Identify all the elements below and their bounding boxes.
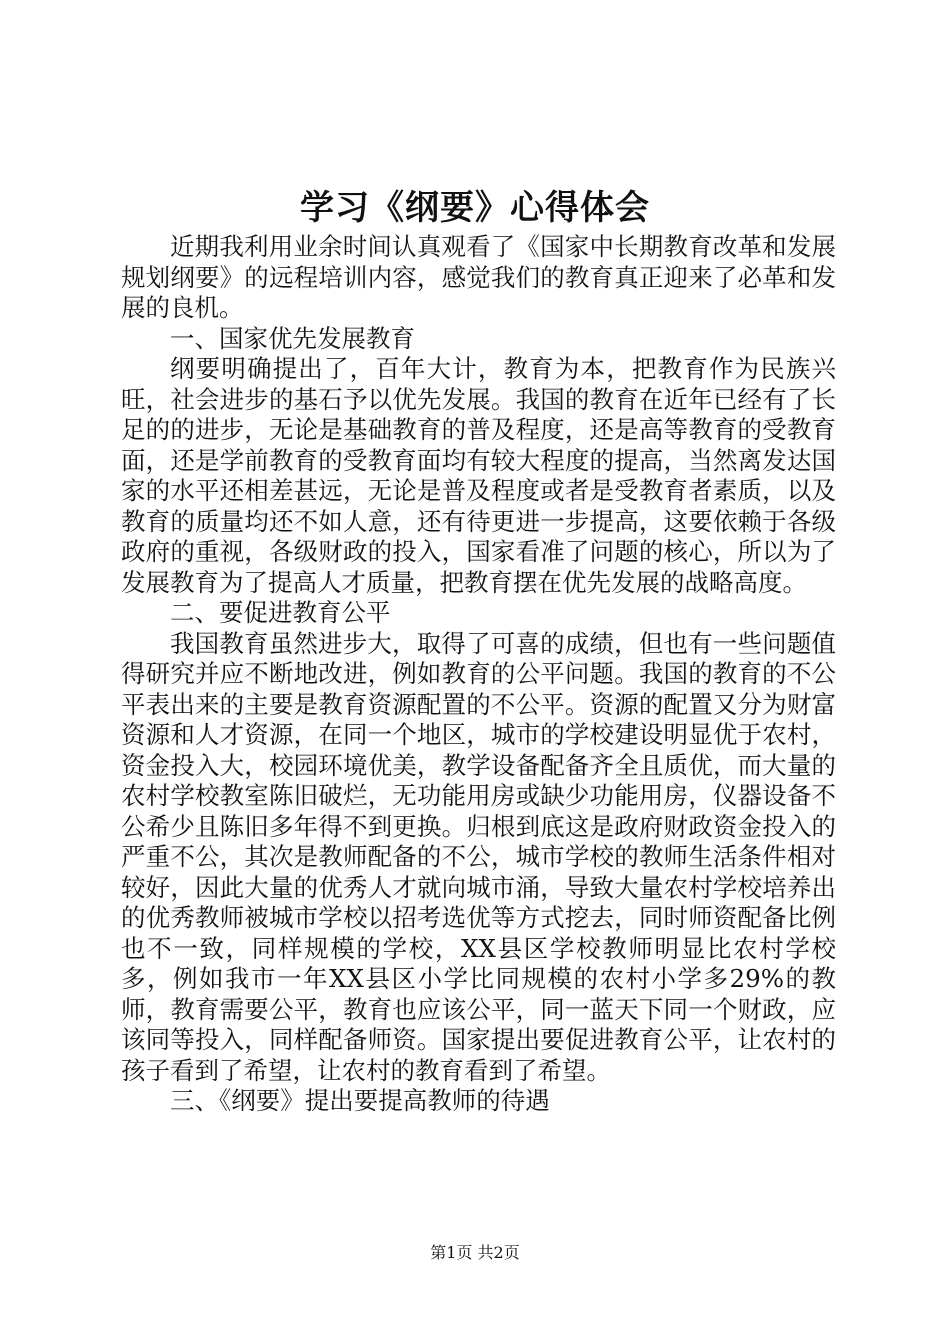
document-body <box>121 232 836 1117</box>
page-title: 学习《纲要》心得体会 <box>300 188 650 228</box>
section-heading-3: 三、《纲要》提出要提高教师的待遇 <box>170 1086 550 1115</box>
section-heading-2: 二、要促进教育公平 <box>170 598 391 627</box>
section-heading-1: 一、国家优先发展教育 <box>170 323 415 353</box>
page-footer: 第1页 共2页 <box>430 1243 520 1262</box>
paragraph-section-2: 我国教育虽然进步大，取得了可喜的成绩，但也有一些问题值得研究并应不断地改进，例如教育的公平问题。我国的教育的不公平表出来的主要是教育资源配置的不公平。资源的配置又分为财富资源和人才资源，在同一个地区，城市的学校建设明显优于农村，资金投入大，校园环境优美，教学设备配备齐全且质优，而大量的农村学校教室陈旧破烂，无功能用房或缺少功能用房，仪器设备不公希少且陈旧多年得不到更换。归根到底这是政府财政资金投入的严重不公，其次是教师配备的不公，城市学校的教师生活条件相对较好，因此大量的优秀人才就向城市涌，导致大量农村学校培养出的优秀教师被城市学校以招考选优等方式挖去，同时师资配备比例也不一致，同样规模的学校，XX县区学校教师明显比农村学校多，例如我市一年XX县区小学比同规模的农村小学多29%的教师，教育需要公平，教育也应该公平，同一蓝天下同一个财政，应该同等投入，同样配备师资。国家提出要促进教育公平，让农村的孩子看到了希望，让农村的教育看到了希望。 <box>121 628 836 1085</box>
paragraph-section-1: 纲要明确提出了，百年大计，教育为本，把教育作为民族兴旺，社会进步的基石予以优先发展。我国的教育在近年已经有了长足的的进步，无论是基础教育的普及程度，还是高等教育的受教育面，还是学前教育的受教育面均有较大程度的提高，当然离发达国家的水平还相差甚远，无论是普及程度或者是受教育者素质，以及教育的质量均还不如人意，还有待更进一步提高，这要依赖于各级政府的重视，各级财政的投入，国家看准了问题的核心，所以为了发展教育为了提高人才质量，把教育摆在优先发展的战略高度。 <box>121 354 836 597</box>
paragraph-intro: 近期我利用业余时间认真观看了《国家中长期教育改革和发展规划纲要》的远程培训内容，感觉我们的教育真正迎来了必革和发展的良机。 <box>121 232 836 322</box>
